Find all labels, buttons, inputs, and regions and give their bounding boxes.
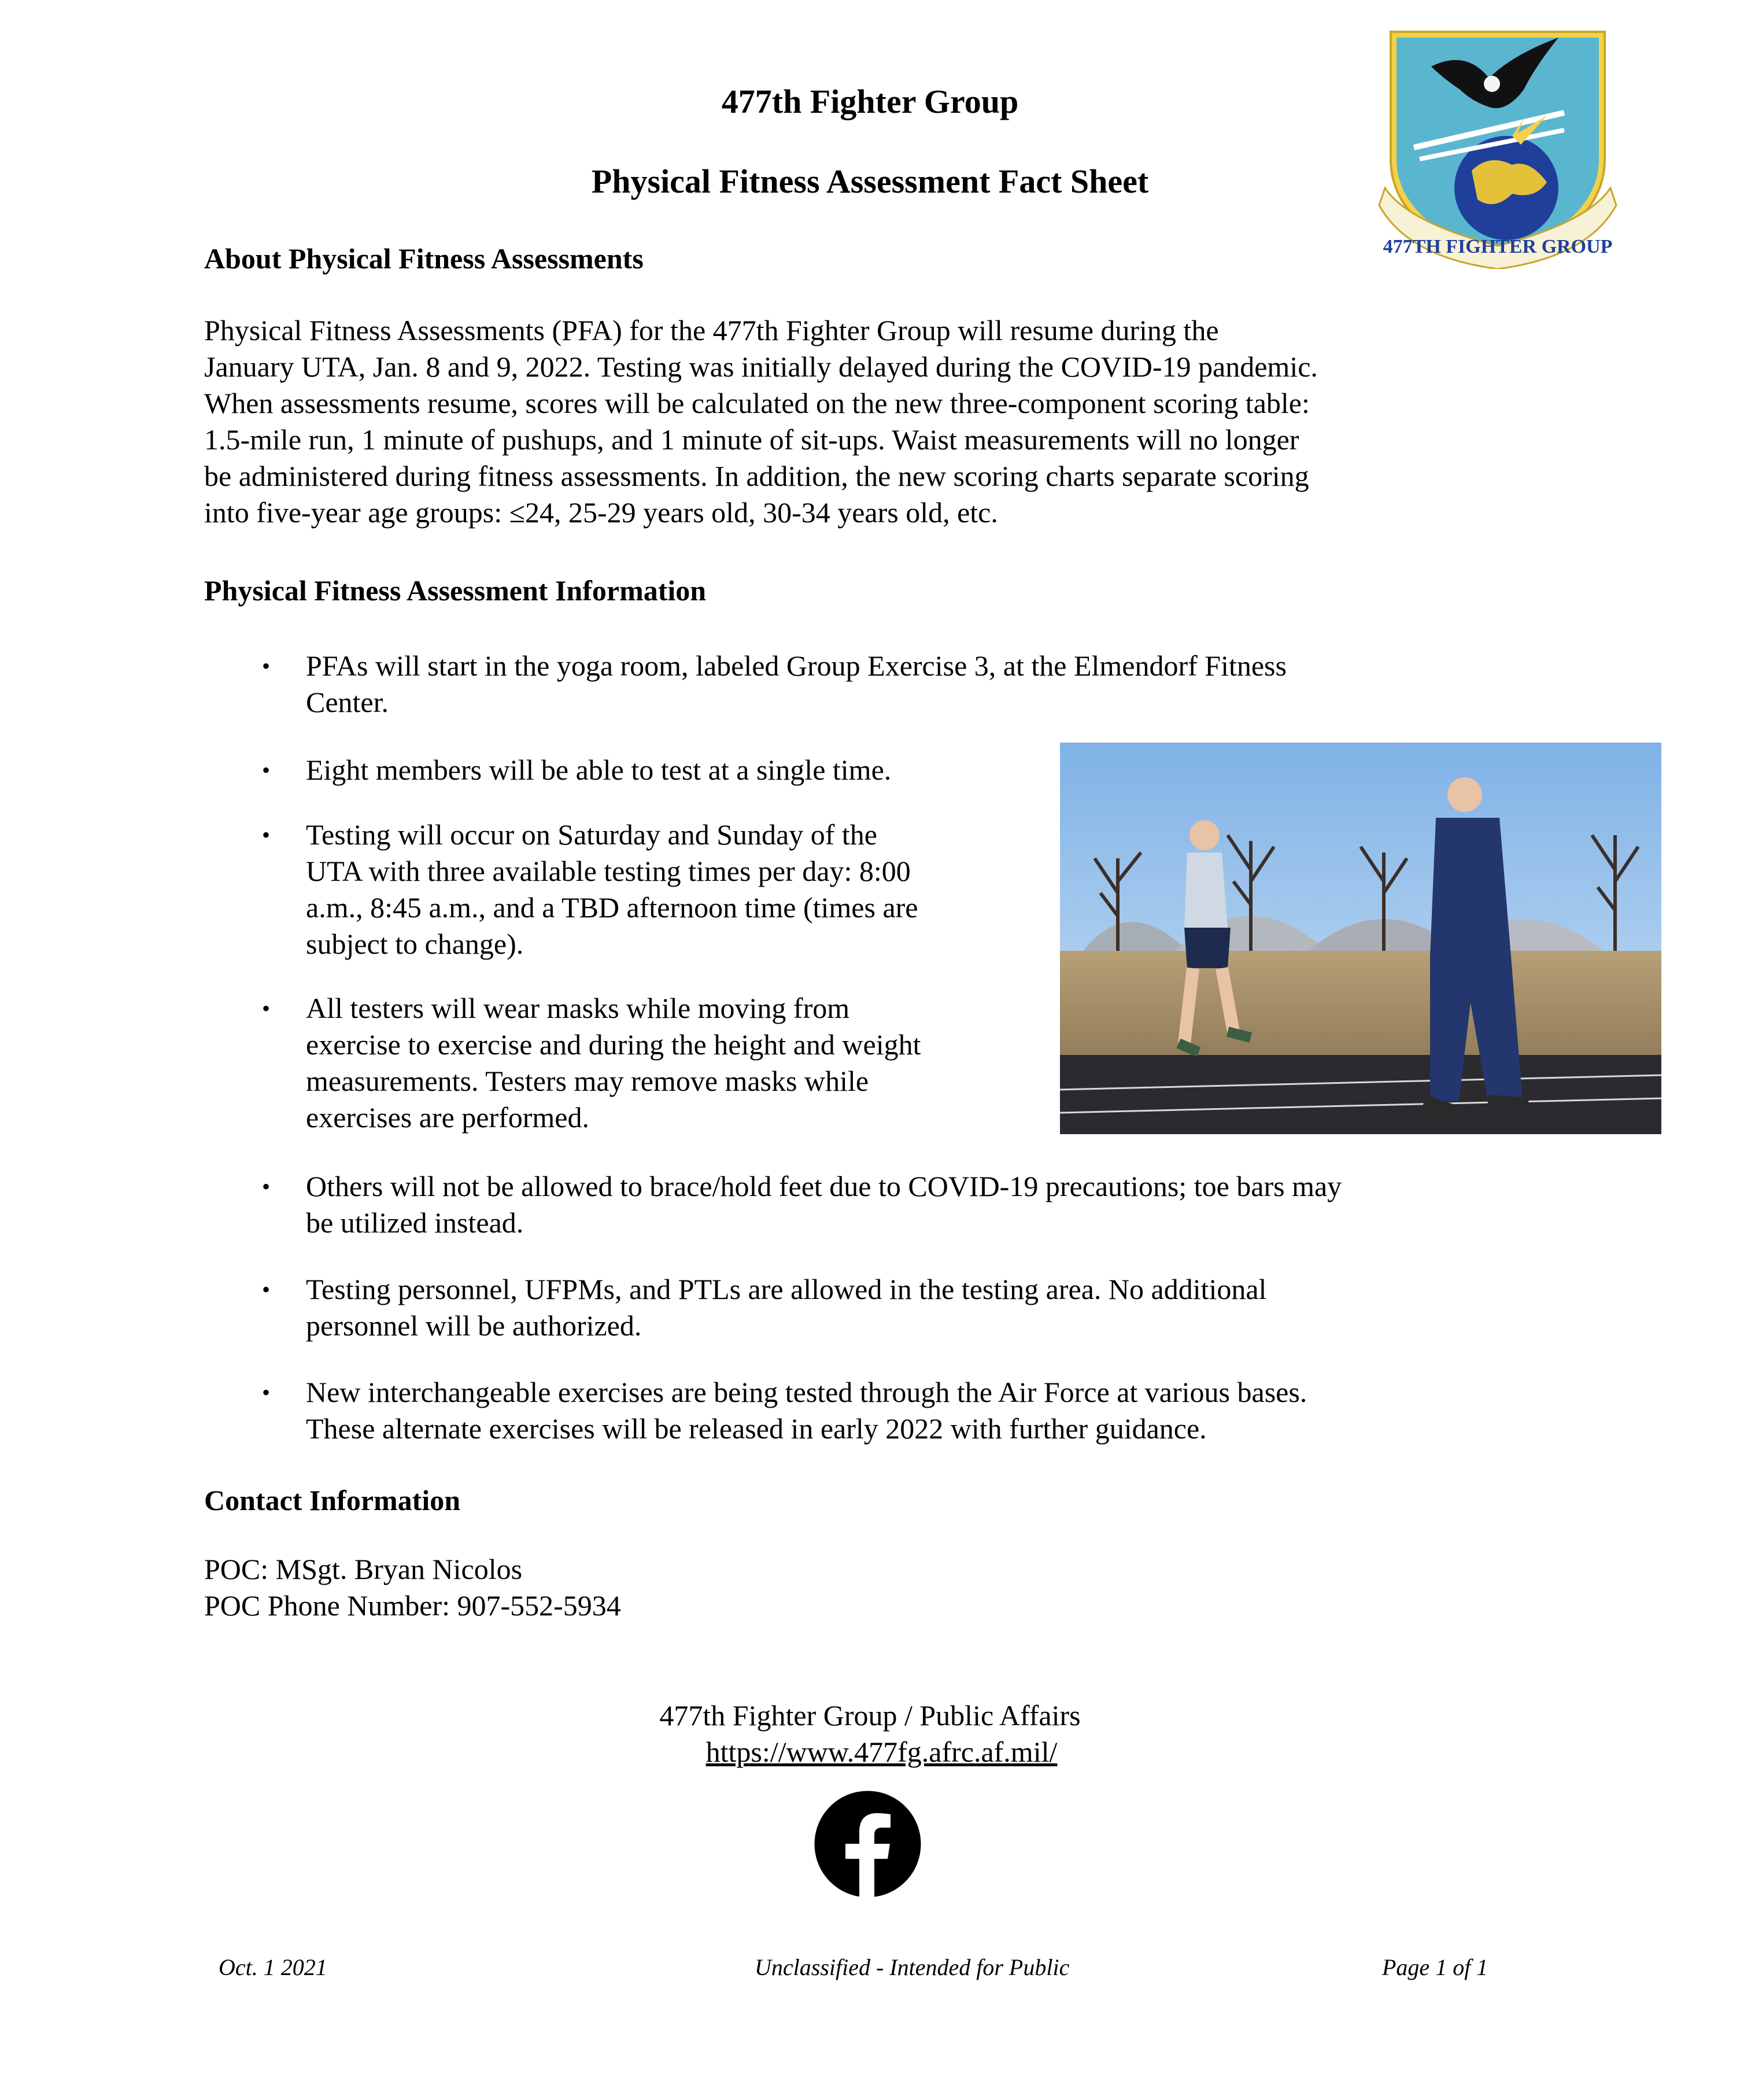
bullet-line: personnel will be authorized.: [306, 1309, 642, 1342]
contact-heading: Contact Information: [204, 1484, 461, 1516]
bullet-icon: •: [262, 1276, 271, 1302]
runners-photo: [1060, 743, 1661, 1134]
doc-title: Physical Fitness Assessment Fact Sheet: [591, 163, 1149, 200]
about-heading: About Physical Fitness Assessments: [204, 242, 644, 275]
bullet-line: subject to change).: [306, 928, 524, 960]
about-line: 1.5-mile run, 1 minute of pushups, and 1 minute of sit-ups. Waist measurements will no longer: [204, 423, 1299, 456]
bullet-line: be utilized instead.: [306, 1206, 524, 1239]
bullet-line: All testers will wear masks while moving from: [306, 992, 850, 1024]
bullet-icon: •: [262, 1173, 271, 1200]
bullet-line: PFAs will start in the yoga room, labeled Group Exercise 3, at the Elmendorf Fitness: [306, 649, 1287, 682]
public-affairs-link[interactable]: https://www.477fg.afrc.af.mil/: [705, 1736, 1058, 1768]
bullet-line: exercises are performed.: [306, 1101, 589, 1134]
bullet-line: These alternate exercises will be released in early 2022 with further guidance.: [306, 1412, 1207, 1445]
footer-date: Oct. 1 2021: [219, 1954, 327, 1980]
contact-block: [204, 1551, 1546, 1624]
facebook-icon[interactable]: [814, 1791, 921, 1898]
about-line: into five-year age groups: ≤24, 25-29 years old, 30-34 years old, etc.: [204, 496, 998, 529]
bullet-line: UTA with three available testing times per day: 8:00: [306, 855, 911, 887]
footer-page: Page 1 of 1: [1382, 1954, 1488, 1980]
bullet-icon: •: [262, 1379, 271, 1405]
bullet-line: a.m., 8:45 a.m., and a TBD afternoon time (times are: [306, 891, 918, 924]
footer-classification: Unclassified - Intended for Public: [755, 1954, 1070, 1980]
bullet-icon: •: [262, 653, 271, 679]
info-heading: Physical Fitness Assessment Information: [204, 574, 707, 607]
about-line: Physical Fitness Assessments (PFA) for the 477th Fighter Group will resume during the: [204, 314, 1219, 346]
poc-phone: POC Phone Number: 907-552-5934: [204, 1589, 621, 1622]
emblem-text: 477TH FIGHTER GROUP: [1383, 236, 1613, 257]
bullet-icon: •: [262, 995, 271, 1021]
about-line: January UTA, Jan. 8 and 9, 2022. Testing was initially delayed during the COVID-19 pandemic.: [204, 350, 1318, 383]
bullet-line: Eight members will be able to test at a single time.: [306, 754, 892, 786]
bullet-line: exercise to exercise and during the height and weight: [306, 1028, 921, 1061]
bullet-line: New interchangeable exercises are being tested through the Air Force at various bases.: [306, 1376, 1307, 1408]
public-affairs-label: 477th Fighter Group / Public Affairs: [659, 1699, 1081, 1732]
bullet-line: measurements. Testers may remove masks while: [306, 1065, 869, 1097]
bullet-icon: •: [262, 822, 271, 848]
org-title: 477th Fighter Group: [721, 83, 1019, 120]
bullet-line: Testing personnel, UFPMs, and PTLs are allowed in the testing area. No additional: [306, 1273, 1267, 1305]
about-line: When assessments resume, scores will be calculated on the new three-component scoring table:: [204, 387, 1310, 419]
bullet-line: Center.: [306, 686, 389, 718]
bullet-icon: •: [262, 757, 271, 783]
public-affairs-link-wrap: [12, 1735, 1740, 1769]
bullet-line: Others will not be allowed to brace/hold feet due to COVID-19 precautions; toe bars may: [306, 1170, 1342, 1202]
about-line: be administered during fitness assessments. In addition, the new scoring charts separate scoring: [204, 460, 1309, 492]
bullet-line: Testing will occur on Saturday and Sunday of the: [306, 818, 877, 851]
poc-name: POC: MSgt. Bryan Nicolos: [204, 1553, 523, 1585]
